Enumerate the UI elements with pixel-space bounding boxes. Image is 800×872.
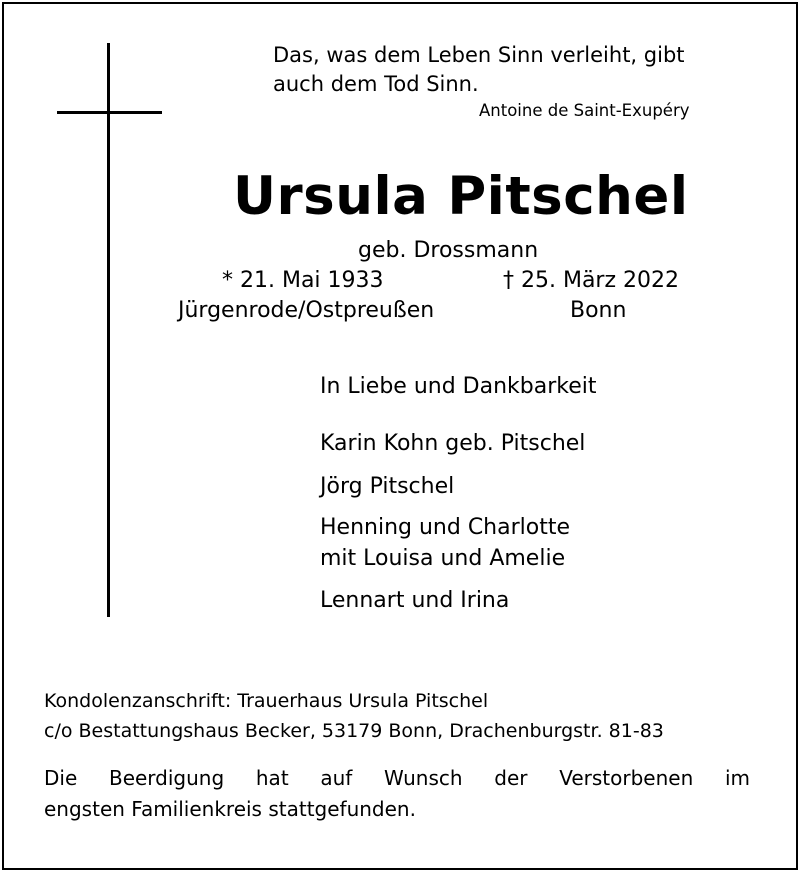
quote-line: auch dem Tod Sinn.: [273, 72, 479, 96]
mourner-name: Henning und Charlotte: [320, 515, 571, 540]
condolence-address: c/o Bestattungshaus Becker, 53179 Bonn, Drachenburgstr. 81-83: [44, 720, 664, 742]
deceased-name: Ursula Pitschel: [233, 166, 689, 227]
birth-place: Jürgenrode/Ostpreußen: [178, 298, 435, 323]
funeral-note: engsten Familienkreis stattgefunden.: [44, 797, 416, 821]
mourner-name: Lennart und Irina: [320, 588, 510, 613]
condolence-address: Kondolenzanschrift: Trauerhaus Ursula Pitschel: [44, 690, 489, 712]
mourner-name: Jörg Pitschel: [320, 474, 455, 499]
mourners-intro: In Liebe und Dankbarkeit: [320, 374, 597, 399]
death-date: † 25. März 2022: [503, 268, 680, 293]
death-place: Bonn: [570, 298, 627, 323]
birth-date: * 21. Mai 1933: [222, 268, 384, 293]
cross-icon: [107, 43, 110, 617]
quote-author: Antoine de Saint-Exupéry: [479, 101, 690, 120]
mourner-name: mit Louisa und Amelie: [320, 546, 566, 571]
quote-line: Das, was dem Leben Sinn verleiht, gibt: [273, 43, 685, 67]
cross-icon-bar: [57, 111, 162, 114]
mourner-name: Karin Kohn geb. Pitschel: [320, 431, 586, 456]
maiden-name: geb. Drossmann: [358, 238, 539, 263]
funeral-note: Die Beerdigung hat auf Wunsch der Verstorbenen im: [44, 766, 750, 790]
